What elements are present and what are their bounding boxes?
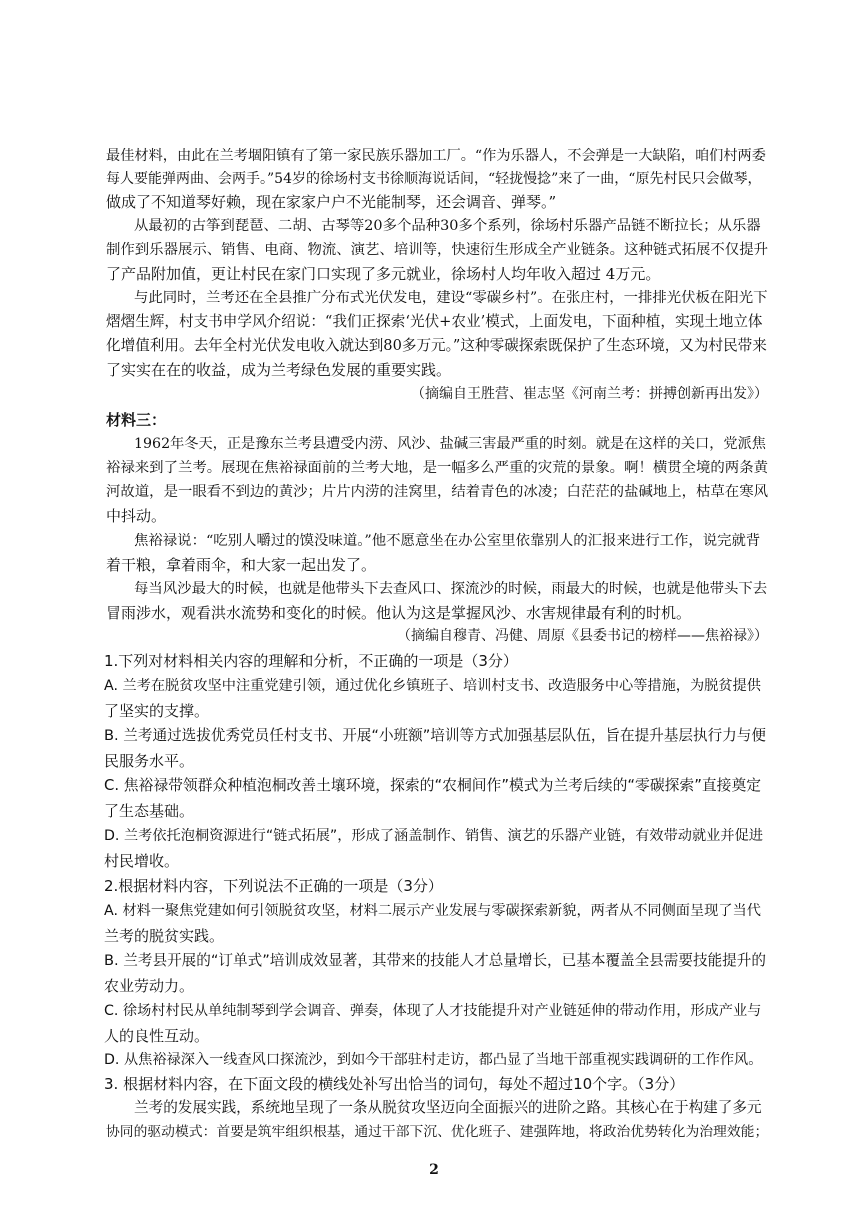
paragraph-line: 化增值利用。去年全村光伏发电收入就达到80多万元。”这种零碳探索既保护了生态环境，又为村民带来 — [106, 337, 767, 354]
paragraph-line: 着干粮，拿着雨伞，和大家一起出发了。 — [106, 556, 377, 574]
passage-line: 兰考的发展实践，系统地呈现了一条从脱贫攻坚迈向全面振兴的进阶之路。其核心在于构建了多元 — [134, 1099, 762, 1116]
question-line: D. 兰考依托泡桐资源进行“链式拓展”，形成了涵盖制作、销售、演艺的乐器产业链，有效带动就业并促进 — [104, 828, 763, 844]
question-line: C. 焦裕禄带领群众种植泡桐改善土壤环境，探索的“农桐间作”模式为兰考后续的“零碳探索”直接奠定 — [104, 777, 762, 794]
question-line: 人的良性互动。 — [104, 1027, 210, 1045]
question-line: 民服务水平。 — [104, 752, 195, 770]
question-line: 2.根据材料内容，下列说法不正确的一项是（3分） — [104, 877, 443, 895]
paragraph-line: 中抖动。 — [106, 507, 167, 525]
passage-line: 协同的驱动模式：首要是筑牢组织根基，通过干部下沉、优化班子、建强阵地，将政治优势转化为治理效能； — [106, 1124, 769, 1140]
source-citation: （摘编自穆青、冯健、周原《县委书记的榜样——焦裕禄》） — [397, 628, 768, 644]
paragraph-line: 做成了不知道琴好赖，现在家家户户不光能制琴，还会调音、弹琴。” — [106, 193, 557, 211]
question-line: B. 兰考县开展的“订单式”培训成效显著，其带来的技能人才总量增长，已基本覆盖全县需要技能提升的 — [104, 952, 766, 969]
paragraph-line: 制作到乐器展示、销售、电商、物流、演艺、培训等，快速衍生形成全产业链条。这种链式拓展不仅提升 — [106, 242, 768, 258]
question-line: C. 徐场村村民从单纯制琴到学会调音、弹奏，体现了人才技能提升对产业链延伸的带动作用，形成产业与 — [104, 1003, 762, 1019]
paragraph-line: 焦裕禄说：“吃别人嚼过的馍没味道。”他不愿意坐在办公室里依靠别人的汇报来进行工作，说完就背 — [134, 533, 761, 549]
paragraph-line: 与此同时，兰考还在全县推广分布式光伏发电，建设“零碳乡村”。在张庄村，一排排光伏板在阳光下 — [134, 290, 768, 306]
paragraph-line: 熠熠生辉，村支书申学风介绍说：“我们正探索‘光伏+农业’模式，上面发电，下面种植，实现土地立体 — [106, 313, 763, 330]
question-line: 1.下列对材料相关内容的理解和分析，不正确的一项是（3分） — [104, 652, 518, 670]
paragraph-line: 了产品附加值，更让村民在家门口实现了多元就业，徐场村人均年收入超过 4万元。 — [106, 265, 661, 283]
page-number: 2 — [429, 1162, 439, 1178]
paragraph-line: 1962年冬天，正是豫东兰考县遭受内涝、风沙、盐碱三害最严重的时刻。就是在这样的关口，党派焦 — [134, 436, 766, 452]
paragraph-line: 河故道，是一眼看不到边的黄沙；片片内涝的洼窝里，结着青色的冰凌；白茫茫的盐碱地上，枯草在寒风 — [106, 484, 768, 500]
question-line: B. 兰考通过选拔优秀党员任村支书、开展“小班额”培训等方式加强基层队伍，旨在提升基层执行力与便 — [104, 727, 766, 744]
question-line: 农业劳动力。 — [104, 977, 195, 995]
question-line: A. 材料一聚焦党建如何引领脱贫攻坚，材料二展示产业发展与零碳探索新貌，两者从不同侧面呈现了当代 — [104, 903, 761, 919]
question-line: 3. 根据材料内容，在下面文段的横线处补写出恰当的词句，每处不超过10个字。（3分） — [104, 1075, 685, 1093]
question-line: 村民增收。 — [104, 852, 180, 870]
question-line: 了坚实的支撑。 — [104, 702, 210, 720]
question-line: 了生态基础。 — [104, 802, 195, 820]
paragraph-line: 冒雨涉水，观看洪水流势和变化的时候。他认为这是掌握风沙、水害规律最有利的时机。 — [106, 604, 692, 622]
paragraph-line: 从最初的古筝到琵琶、二胡、古琴等20多个品种30多个系列，徐场村乐器产品链不断拉长；从乐器 — [134, 218, 761, 234]
question-line: D. 从焦裕禄深入一线查风口探流沙，到如今干部驻村走访，都凸显了当地干部重视实践调研的工作作风。 — [104, 1052, 763, 1068]
section-heading: 材料三： — [106, 411, 167, 429]
paragraph-line: 每人要能弹两曲、会两手。”54岁的徐场村支书徐顺海说话间，“轻拢慢捻”来了一曲，“原先村民只会做琴， — [106, 171, 762, 187]
paragraph-line: 了实实在在的收益，成为兰考绿色发展的重要实践。 — [106, 361, 452, 379]
paragraph-line: 裕禄来到了兰考。展现在焦裕禄面前的兰考大地，是一幅多么严重的灾荒的景象。啊！横贯全境的两条黄 — [106, 460, 768, 476]
question-line: 兰考的脱贫实践。 — [104, 927, 225, 945]
question-line: A. 兰考在脱贫攻坚中注重党建引领，通过优化乡镇班子、培训村支书、改造服务中心等措施，为脱贫提供 — [104, 678, 761, 694]
paragraph-line: 最佳材料，由此在兰考堌阳镇有了第一家民族乐器加工厂。“作为乐器人，不会弹是一大缺陷，咱们村两委 — [106, 148, 766, 164]
source-citation: （摘编自王胜营、崔志坚《河南兰考：拼搏创新再出发》） — [411, 386, 768, 402]
paragraph-line: 每当风沙最大的时候，也就是他带头下去查风口、探流沙的时候，雨最大的时候，也就是他带头下去 — [134, 581, 768, 597]
